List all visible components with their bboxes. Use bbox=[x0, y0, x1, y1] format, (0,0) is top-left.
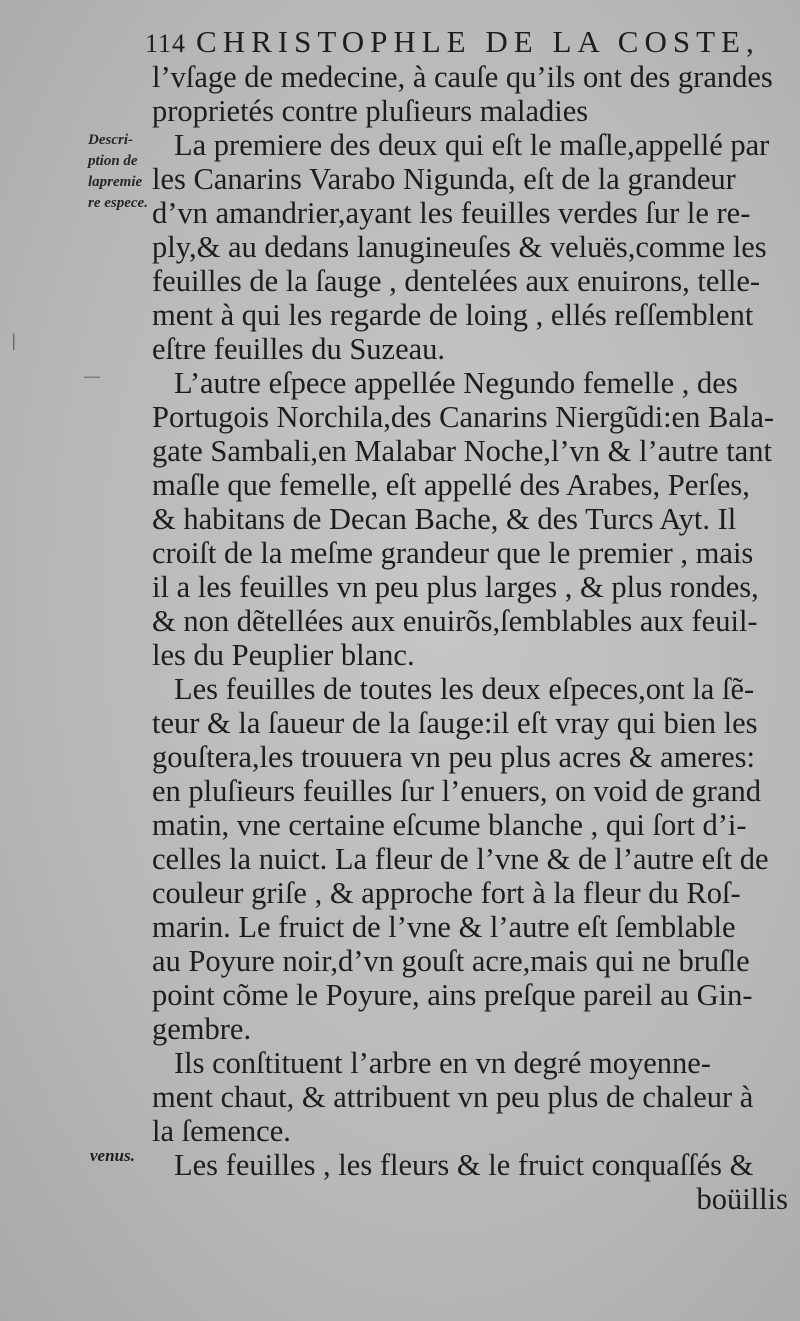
text-line: feuilles de la ſauge , dentelées aux enuirons, telle- bbox=[152, 264, 761, 298]
text-line: croiſt de la meſme grandeur que le premier , mais bbox=[152, 536, 754, 570]
text-line: la ſemence. bbox=[152, 1114, 291, 1148]
text-line: l’vſage de medecine, à cauſe qu’ils ont des grandes bbox=[152, 60, 773, 94]
text-line: teur & la ſaueur de la ſauge:il eſt vray qui bien les bbox=[152, 706, 758, 740]
text-line: ment à qui les regarde de loing , ellés reſſemblent bbox=[152, 298, 754, 332]
text-line: La premiere des deux qui eſt le maſle,appellé par bbox=[174, 128, 770, 162]
text-line: Portugois Norchila,des Canarins Niergũdi:en Bala- bbox=[152, 400, 775, 434]
text-line: d’vn amandrier,ayant les feuilles verdes ſur le re- bbox=[152, 196, 751, 230]
margin-ink-mark: — bbox=[84, 368, 100, 385]
text-line: ply,& au dedans lanugineuſes & veluës,comme les bbox=[152, 230, 767, 264]
margin-note-line: re espece. bbox=[88, 195, 148, 211]
text-line: ment chaut, & attribuent vn peu plus de chaleur à bbox=[152, 1080, 754, 1114]
text-line: il a les feuilles vn peu plus larges , & plus rondes, bbox=[152, 570, 759, 604]
margin-note-line: Descri- bbox=[88, 132, 133, 148]
text-line: les Canarins Varabo Nigunda, eſt de la grandeur bbox=[152, 162, 736, 196]
margin-note-line: lapremie bbox=[88, 174, 143, 190]
text-line: matin, vne certaine eſcume blanche , qui ſort d’i- bbox=[152, 808, 747, 842]
text-line: celles la nuict. La fleur de l’vne & de l’autre eſt de bbox=[152, 842, 769, 876]
text-line: Les feuilles , les fleurs & le fruict conquaſſés & bbox=[174, 1148, 754, 1182]
text-line: en pluſieurs feuilles ſur l’enuers, on void de grand bbox=[152, 774, 761, 808]
margin-note bbox=[88, 130, 148, 214]
text-line: & habitans de Decan Bache, & des Turcs Ayt. Il bbox=[152, 502, 737, 536]
text-line: eſtre feuilles du Suzeau. bbox=[152, 332, 446, 366]
text-block bbox=[152, 60, 788, 1216]
text-line: & non dẽtellées aux enuirõs,ſemblables aux feuil- bbox=[152, 604, 758, 638]
running-header bbox=[145, 24, 785, 60]
text-line: Ils conſtituent l’arbre en vn degré moyenne- bbox=[174, 1046, 711, 1080]
text-line: gate Sambali,en Malabar Noche,l’vn & l’autre tant bbox=[152, 434, 772, 468]
text-line: Les feuilles de toutes les deux eſpeces,ont la ſẽ- bbox=[174, 672, 755, 706]
text-line: gouſtera,les trouuera vn peu plus acres & ameres: bbox=[152, 740, 756, 774]
text-line: maſle que femelle, eſt appellé des Arabes, Perſes, bbox=[152, 468, 750, 502]
text-line: au Poyure noir,d’vn gouſt acre,mais qui ne bruſle bbox=[152, 944, 750, 978]
text-line: les du Peuplier blanc. bbox=[152, 638, 415, 672]
catchword: boüillis bbox=[696, 1182, 788, 1216]
page-number: 114 bbox=[145, 29, 187, 58]
text-line: L’autre eſpece appellée Negundo femelle , des bbox=[174, 366, 738, 400]
text-line: point cõme le Poyure, ains preſque pareil au Gin- bbox=[152, 978, 753, 1012]
margin-note-line: ption de bbox=[88, 153, 138, 169]
margin-ink-mark: | bbox=[12, 330, 16, 350]
running-title: CHRISTOPHLE DE LA COSTE, bbox=[196, 24, 760, 59]
text-line: marin. Le fruict de l’vne & l’autre eſt ſemblable bbox=[152, 910, 736, 944]
text-line: proprietés contre pluſieurs maladies bbox=[152, 94, 589, 128]
text-line: couleur griſe , & approche fort à la fleur du Roſ- bbox=[152, 876, 741, 910]
text-line: gembre. bbox=[152, 1012, 252, 1046]
margin-signature: venus. bbox=[90, 1146, 135, 1165]
